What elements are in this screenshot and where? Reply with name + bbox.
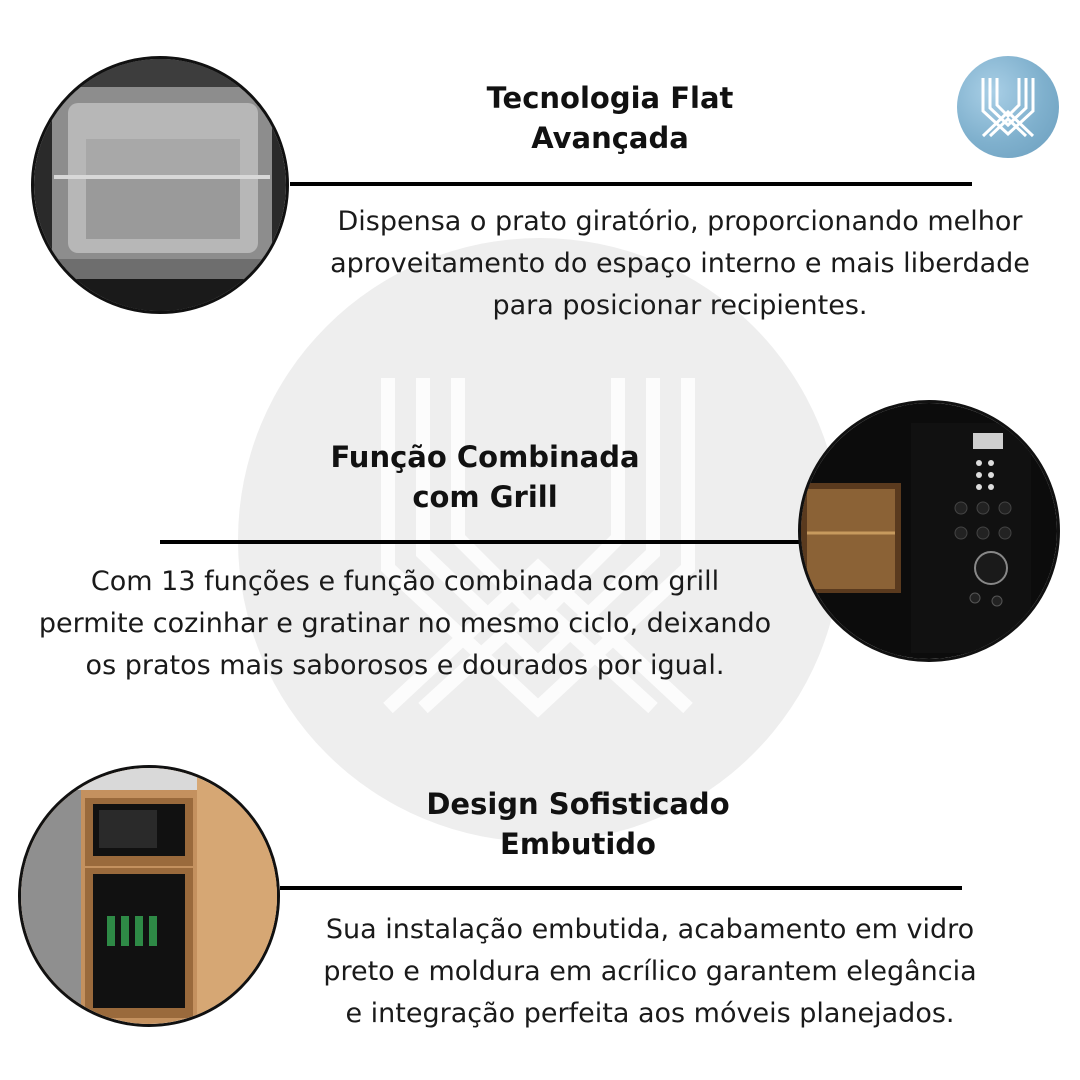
title-line: Função Combinada bbox=[330, 440, 640, 474]
brand-monogram-icon bbox=[957, 56, 1059, 158]
title-line: Tecnologia Flat bbox=[486, 81, 734, 115]
section-title-grill bbox=[305, 437, 665, 517]
built-in-kitchen-photo bbox=[18, 765, 280, 1027]
title-line: com Grill bbox=[412, 480, 558, 514]
description-line: permite cozinhar e gratinar no mesmo ciclo, deixando bbox=[38, 608, 772, 639]
section-divider bbox=[290, 182, 972, 186]
title-line: Embutido bbox=[500, 827, 656, 861]
brand-logo bbox=[957, 56, 1059, 158]
title-line: Avançada bbox=[531, 121, 689, 155]
section-divider bbox=[160, 540, 800, 544]
description-line: Dispensa o prato giratório, proporcionando melhor bbox=[337, 206, 1023, 237]
section-description-flat bbox=[280, 201, 1080, 327]
section-description-design bbox=[250, 909, 1050, 1035]
title-line: Design Sofisticado bbox=[426, 787, 730, 821]
microwave-interior-photo bbox=[31, 56, 289, 314]
description-line: e integração perfeita aos móveis planejados. bbox=[345, 998, 955, 1029]
description-line: Sua instalação embutida, acabamento em vidro bbox=[325, 914, 975, 945]
description-line: para posicionar recipientes. bbox=[492, 290, 868, 321]
microwave-control-panel-photo bbox=[798, 400, 1060, 662]
description-line: os pratos mais saborosos e dourados por igual. bbox=[85, 650, 725, 681]
section-title-flat bbox=[430, 78, 790, 158]
description-line: preto e moldura em acrílico garantem elegância bbox=[323, 956, 977, 987]
section-title-design bbox=[398, 784, 758, 864]
section-description-grill bbox=[10, 561, 800, 687]
description-line: aproveitamento do espaço interno e mais liberdade bbox=[330, 248, 1030, 279]
section-divider bbox=[280, 886, 962, 890]
description-line: Com 13 funções e função combinada com grill bbox=[90, 566, 720, 597]
